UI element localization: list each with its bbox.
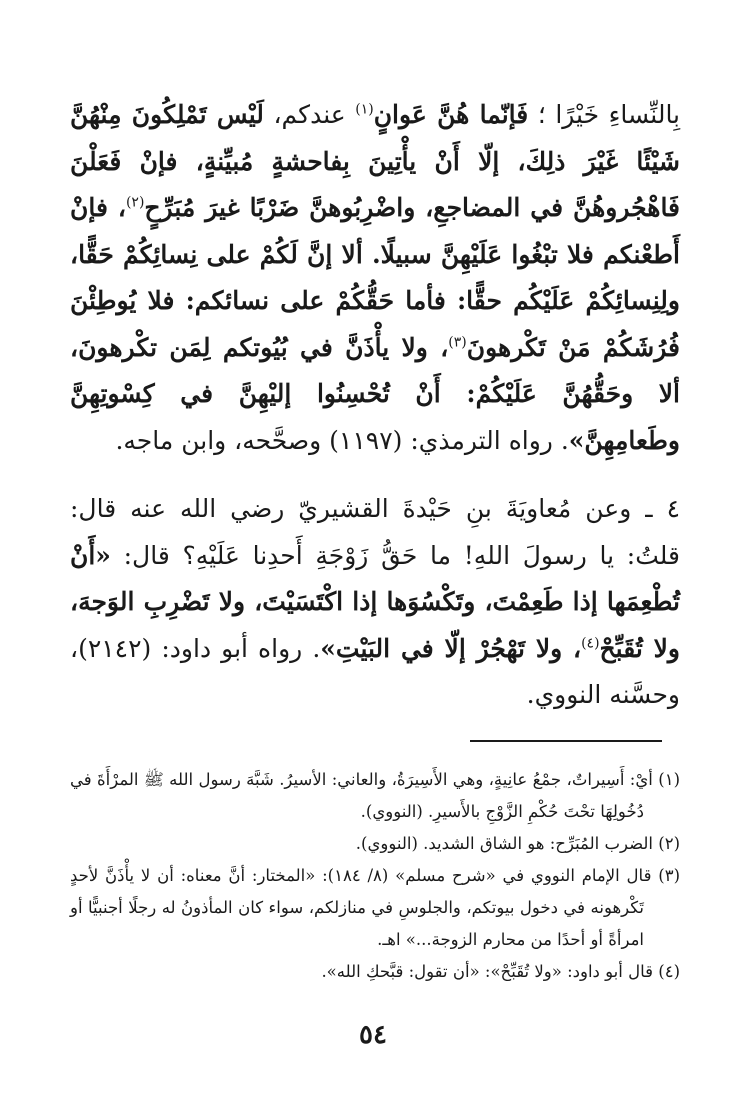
footnote-ref-3[interactable]: (٣) bbox=[448, 334, 467, 351]
hadith-text: «أَنْ تُطْعِمَها إذا طَعِمْتَ، وتَكْسُوَها إذا اكْتَسَيْتَ، ولا تَضْرِبِ الوَجهَ، ولا تُقَبِّحْ bbox=[70, 540, 680, 663]
hadith-text: ، ولا يأْذَنَّ في بُيُوتكم لِمَن تكْرهونَ، ألا وحَقُّهُنَّ عَلَيْكُمْ: أَنْ تُحْسِنُوا إليْهِنَّ في كِسْوتِهِنَّ وطَعامِهِنَّ» bbox=[70, 332, 680, 455]
hadith-text: فَإنّما هُنَّ عَوانٍ bbox=[373, 100, 529, 129]
hadith-4 bbox=[70, 486, 680, 719]
footnote-ref-4[interactable]: (٤) bbox=[581, 635, 600, 652]
footnote-4: (٤) قال أبو داود: «ولا تُقَبِّحْ»: «أن تقول: قبَّحكِ الله». bbox=[321, 962, 680, 981]
footnote-1: (١) أيْ: أَسِيراتٌ، جمْعُ عانِيةٍ، وهي الأَسِيرَةُ، والعاني: الأسيرُ. شَبَّهَ رسول الله ﷺ المرْأَةَ في دُخُولِهَا تحْتَ حُكْمِ الزَّوْجِ بالأَسيرِ. (النووي). bbox=[70, 770, 680, 821]
text-run: بِالنِّساءِ خَيْرًا ؛ bbox=[528, 100, 681, 129]
hadith-3-continuation bbox=[70, 92, 680, 464]
text-run: عندكم، bbox=[263, 100, 356, 129]
main-text bbox=[70, 92, 680, 719]
hadith-text: ، فإنْ أَطعْنكم فلا تبْغُوا عَلَيْهِنَّ سبيلًا. ألا إنَّ لَكُمْ على نِسائِكُمْ حَقًّا، ولِنِسائِكُمْ عَلَيْكُم حقًّا: فأما حَقُّكُمْ على نسائكم: فلا يُوطِئْنَ فُرُشَكُمْ مَنْ تَكْرهونَ bbox=[70, 193, 680, 362]
footnotes bbox=[70, 764, 680, 988]
hadith-text: لَيْس تَمْلِكُونَ مِنْهُنَّ شَيْئًا غَيْرَ ذلِكَ، إلّا أَنْ يأْتِينَ بِفاحشةٍ مُبيِّنةٍ، فإنْ فَعَلْنَ فَاهْجُروهُنَّ في المضاجعِ، واضْرِبُوهنَّ ضَرْبًا غيرَ مُبَرِّحٍ bbox=[70, 100, 681, 222]
source-citation: . رواه أبو داود: (٢١٤٢)، وحسَّنه النووي. bbox=[70, 633, 680, 709]
footnote-3: (٣) قال الإمام النووي في «شرح مسلم» (٨/ ١٨٤): «المختار: أنَّ معناه: أن لا يأْذَنَّ لأحدٍ تَكْرهونه في دخول بيوتكم، والجلوسِ في منازلكم، سواء كان المأذونُ له رجلًا أجنبيًّا أو امرأةً أو أحدًا من محارم الزوجة...» اهـ. bbox=[70, 866, 680, 949]
footnote-ref-2[interactable]: (٢) bbox=[125, 194, 145, 211]
source-citation: . رواه الترمذي: (١١٩٧) وصحَّحه، وابن ماجه. bbox=[115, 425, 569, 455]
page-number: ٥٤ bbox=[359, 1020, 387, 1050]
footnote-2: (٢) الضرب المُبَرِّح: هو الشاق الشديد. (النووي). bbox=[355, 834, 680, 853]
footnote-ref-1[interactable]: (١) bbox=[355, 101, 374, 118]
narration-intro: ٤ ـ وعن مُعاويَةَ بنِ حَيْدةَ القشيريّ رضي الله عنه قال: قلتُ: يا رسولَ اللهِ! ما حَقُّ زَوْجَةِ أَحدِنا عَلَيْهِ؟ قال: bbox=[70, 494, 680, 570]
footnote-divider bbox=[470, 740, 662, 742]
hadith-text: ، ولا تَهْجُرْ إلّا في البَيْتِ» bbox=[320, 633, 582, 663]
